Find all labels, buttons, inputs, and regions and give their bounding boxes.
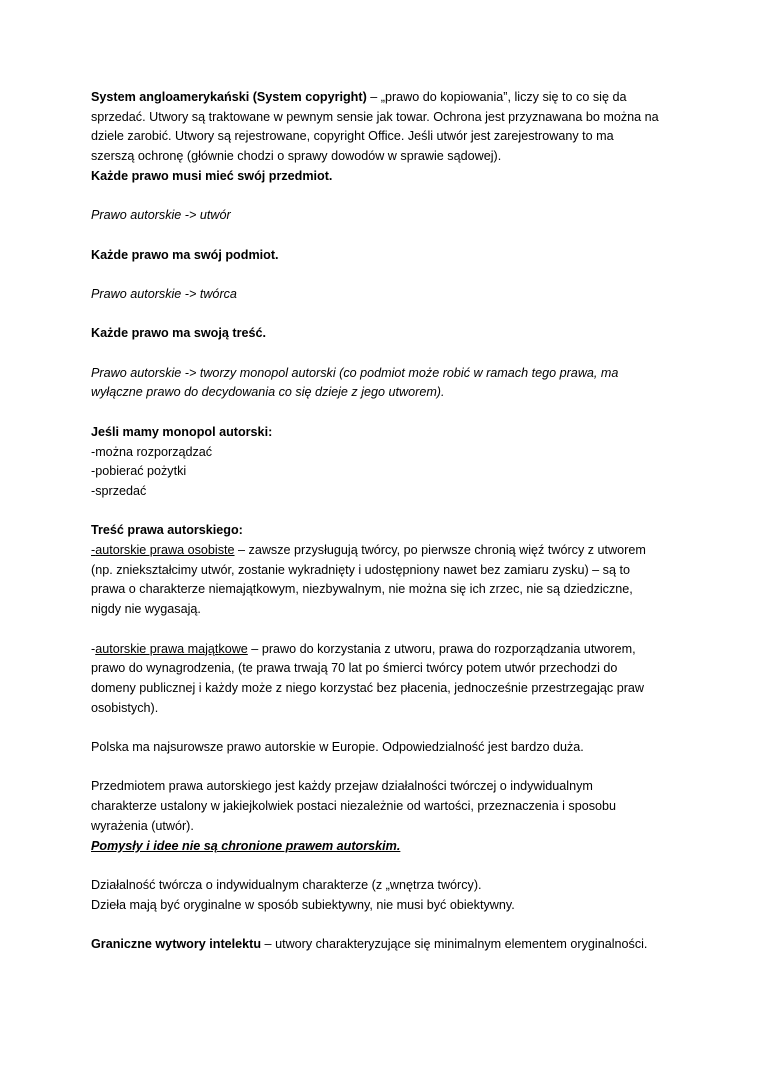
paragraph-system-copyright [91, 88, 681, 108]
text-line: Przedmiotem prawa autorskiego jest każdy przejaw działalności twórczej o indywidualnym [91, 779, 593, 794]
document-body [91, 88, 681, 955]
italic-monopol-line: wyłączne prawo do decydowania co się dzieje z jego utworem). [91, 385, 445, 400]
majatkowe-prefix: - [91, 641, 96, 656]
system-copyright-heading: System angloamerykański (System copyright) [91, 90, 367, 104]
text-line: charakterze ustalony w jakiejkolwiek postaci niezależnie od wartości, przeznaczenia i sposobu [91, 799, 617, 814]
term-graniczne-wytwory: Graniczne wytwory intelektu [91, 937, 262, 952]
italic-monopol-line: Prawo autorskie -> tworzy monopol autorski (co podmiot może robić w ramach tego prawa, ma [91, 365, 619, 380]
term-prawa-majatkowe: autorskie prawa majątkowe [95, 641, 248, 656]
paragraph-prawa-osobiste [91, 541, 681, 561]
italic-utwor: Prawo autorskie -> utwór [91, 208, 231, 223]
text-line: wyrażenia (utwór). [91, 818, 194, 833]
italic-tworca: Prawo autorskie -> twórca [91, 286, 237, 301]
pomysly-idee-note: Pomysły i idee nie są chronione prawem autorskim. [91, 838, 401, 853]
text-line: nigdy nie wygasają. [91, 602, 201, 617]
paragraph-graniczne [91, 935, 681, 955]
osobiste-prefix: - [91, 543, 96, 558]
text-line: dziele zarobić. Utwory są rejestrowane, copyright Office. Jeśli utwór jest zarejestrowany to ma [91, 129, 614, 144]
term-prawa-osobiste: autorskie prawa osobiste [95, 543, 235, 558]
text-line: (np. zniekształcimy utwór, zostanie wykradnięty i udostępniony nawet bez zamiaru zysku) – są to [91, 562, 630, 577]
graniczne-text: – utwory charakteryzujące się minimalnym elementem oryginalności. [261, 937, 648, 952]
list-item: -sprzedać [91, 483, 147, 498]
list-item: -pobierać pożytki [91, 464, 187, 479]
heading-podmiot: Każde prawo ma swój podmiot. [91, 247, 279, 262]
text-line: osobistych). [91, 700, 159, 715]
system-copyright-text: – „prawo do kopiowania”, liczy się to co się da [366, 90, 627, 104]
text-line: domeny publicznej i każdy może z niego korzystać bez płacenia, jednocześnie przestrzegając praw [91, 680, 645, 695]
heading-przedmiot: Każde prawo musi mieć swój przedmiot. [91, 168, 333, 183]
text-line: Działalność twórcza o indywidualnym charakterze (z „wnętrza twórcy). [91, 877, 482, 892]
osobiste-text: – zawsze przysługują twórcy, po pierwsze chronią więź twórcy z utworem [234, 543, 646, 558]
text-line: szerszą ochronę (głównie chodzi o sprawy dowodów w sprawie sądowej). [91, 149, 502, 164]
text-line: prawo do wynagrodzenia, (te prawa trwają 70 lat po śmierci twórcy potem utwór przechodzi do [91, 661, 618, 676]
heading-tresc: Każde prawo ma swoją treść. [91, 326, 266, 341]
paragraph-polska: Polska ma najsurowsze prawo autorskie w Europie. Odpowiedzialność jest bardzo duża. [91, 740, 584, 755]
majatkowe-text: – prawo do korzystania z utworu, prawa do rozporządzania utworem, [247, 641, 636, 656]
heading-jesli-monopol: Jeśli mamy monopol autorski: [91, 424, 273, 439]
text-line: Dzieła mają być oryginalne w sposób subiektywny, nie musi być obiektywny. [91, 897, 515, 912]
list-item: -można rozporządzać [91, 444, 213, 459]
paragraph-prawa-majatkowe [91, 640, 681, 660]
text-line: sprzedać. Utwory są traktowane w pewnym sensie jak towar. Ochrona jest przyznawana bo można na [91, 109, 659, 124]
heading-tresc-prawa-autorskiego: Treść prawa autorskiego: [91, 523, 243, 538]
text-line: prawa o charakterze niemajątkowym, niezbywalnym, nie można się ich zrzec, nie są dziedziczne, [91, 582, 633, 597]
